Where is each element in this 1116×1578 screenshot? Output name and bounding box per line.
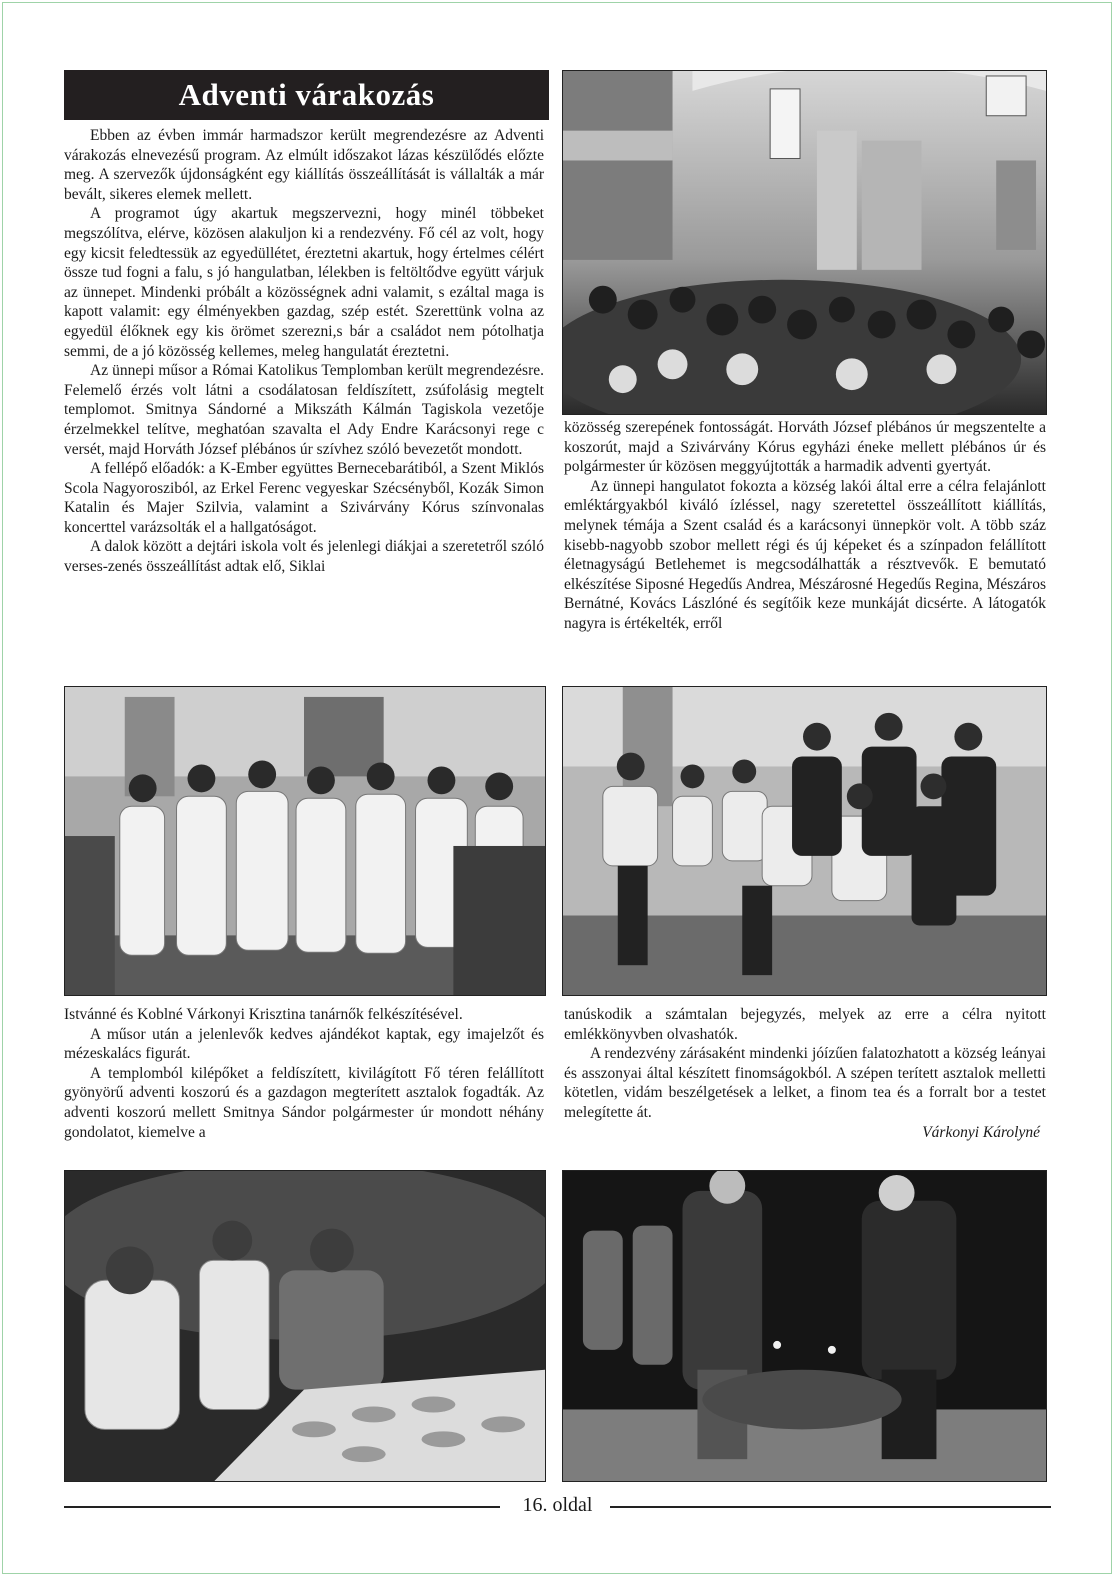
- article-column-right-bottom: [564, 1005, 1046, 1142]
- photo-wreath-ceremony: [562, 1170, 1047, 1482]
- paragraph: Ebben az évben immár harmadszor került megrendezésre az Adventi várakozás elnevezésű program. Az elmúlt időszakot lázas készülődés előzte meg. A szervezők újdonságként egy kiállítás összeállítását is vállalták a már bevált, sikeres elemek mellett.: [64, 127, 544, 203]
- photo-choir-singing: [64, 686, 546, 996]
- paragraph: közösség szerepének fontosságát. Horváth József plébános úr megszentelte a koszorút, majd a Szivárvány Kórus egyházi éneke mellett plébános úr és polgármester úr közösen meggyújtották a harmadik adventi gyertyát.: [564, 419, 1046, 476]
- paragraph: A rendezvény zárásaként mindenki jóízűen falatozhatott a község leányai és asszonyai által készített finomságokból. A szépen terített asztalok melletti kötetlen, vidám beszélgetések a lelket, a finom tea és a forralt bor a testet melegítette át.: [564, 1045, 1046, 1121]
- page-number: 16. oldal: [522, 1494, 593, 1516]
- paragraph: Az ünnepi műsor a Római Katolikus Templomban került megrendezésre. Felemelő érzés volt látni a csodálatosan feldíszített, zsúfolásig megtelt templomot. Smitnya Sándorné a Mikszáth Kálmán Tagiskola vezetője érzelmekkel telítve, meghatóan szavalta el Ady Endre Karácsonyi rege c versét, majd Horváth József plébános úr szívhez szóló bevezetőt mondott.: [64, 362, 544, 458]
- paragraph: A fellépő előadók: a K-Ember együttes Bernecebarátiból, a Szent Miklós Scola Nagyorosziból, az Erkel Ferenc vegyeskar Szécsényből, Kozák Simon Katalin és Majer Szilvia, valamint a Szivárvány Kórus színvonalas koncerttel varázsolták el a hallgatóságot.: [64, 460, 544, 536]
- article-title: Adventi várakozás: [64, 70, 549, 120]
- photo-outdoor-food-tables: [64, 1170, 546, 1482]
- paragraph: Istvánné és Koblné Várkonyi Krisztina tanárnők felkészítésével.: [64, 1006, 463, 1023]
- photo-children-performance: [562, 686, 1047, 996]
- paragraph: A templomból kilépőket a feldíszített, kivilágított Fő téren felállított gyönyörű adventi koszorú és a gazdagon megterített asztalok fogadták. Az adventi koszorú mellett Smitnya Sándor polgármester úr mondott néhány gondolatot, kiemelve a: [64, 1064, 544, 1141]
- paragraph: Az ünnepi hangulatot fokozta a község lakói által erre a célra felajánlott emléktárgyakból kiváló ízléssel, nagy szeretettel összeállított kiállítás, melynek témája a Szent család és a karácsonyi ünnepkör volt. A több száz kisebb-nagyobb szobor mellett régi és új képeket és a színpadon felállított életnagyságú Betlehemet is megcsodálhatták a résztvevők. E bemutató elkészítése Siposné Hegedűs Andrea, Mészárosné Hegedűs Regina, Mészáros Bernátné, Kovács Lászlóné és segítőik keze munkáját dicsérte. A látogatók nagyra is értékelték, erről: [564, 477, 1046, 632]
- article-column-right-top: [564, 418, 1046, 634]
- article-column-left-bottom: [64, 1005, 544, 1142]
- page-footer: [64, 1492, 1051, 1522]
- photo-church-audience: [562, 70, 1047, 415]
- article-column-left-top: [64, 126, 544, 577]
- paragraph: A műsor után a jelenlevők kedves ajándékot kaptak, egy imajelzőt és mézeskalács figurát.: [64, 1025, 544, 1063]
- article-author: Várkonyi Károlyné: [922, 1123, 1040, 1141]
- paragraph: A dalok között a dejtári iskola volt és jelenlegi diákjai a szeretetről szóló verses-zenés összeállítást adtak elő, Siklai: [64, 538, 544, 576]
- paragraph: tanúskodik a számtalan bejegyzés, melyek az erre a célra nyitott emlékkönyvben olvashatók.: [564, 1006, 1046, 1043]
- paragraph: A programot úgy akartuk megszervezni, hogy minél többeket megszólítva, elérve, közösen alakuljon ki a rendezvény. Fő cél az volt, hogy egy kicsit feledtessük az egyedüllétet, éreztetni akartuk, hogy értelmes célért össze tud fogni a falu, s jó hangulatban, lélekben is feltöltődve együtt várjuk az ünnepet. Mindenki próbált a közösségnek adni valamit, s ezáltal maga is kapott valamit: egy élményekben gazdag, szép estét. Szerettünk volna az egyedül élőknek egy kis örömet szerezni,s bár a családot nem pótolhatja semmi, de a jó közösség kellemes, meleg hangulatát éreztetni.: [64, 205, 544, 360]
